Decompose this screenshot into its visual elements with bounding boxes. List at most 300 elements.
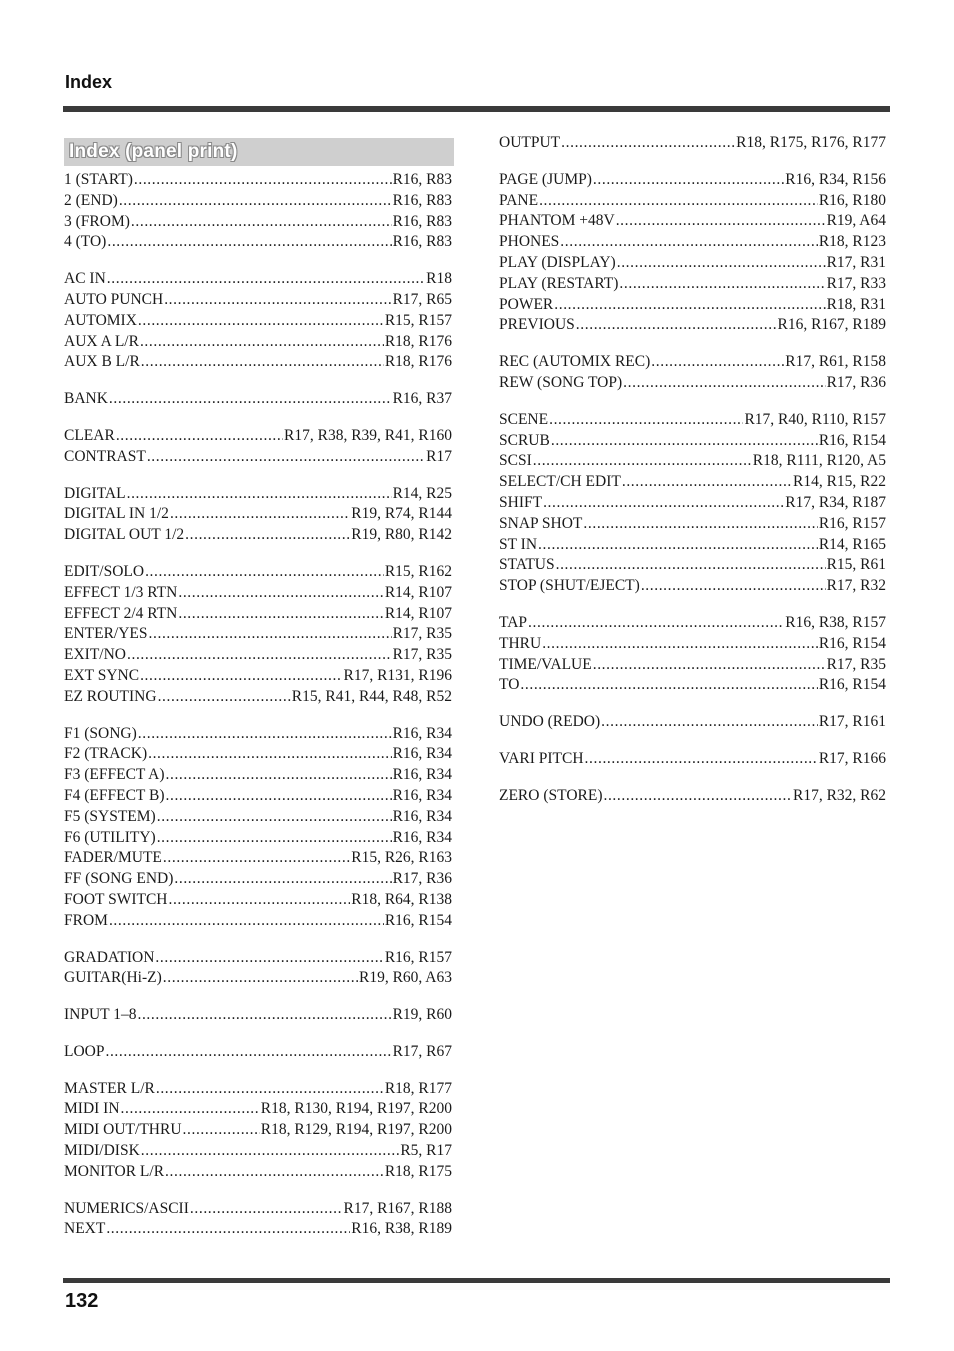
index-group	[64, 562, 452, 708]
index-term: REW (SONG TOP)	[499, 373, 623, 391]
index-page-refs: R17, R35	[392, 625, 452, 643]
index-page-refs: R16, R34	[392, 807, 452, 825]
index-term: AUX B L/R	[64, 353, 140, 371]
index-group	[64, 484, 452, 546]
dot-leader	[576, 315, 777, 336]
dot-leader	[543, 493, 784, 514]
index-page-refs: R17, R161	[818, 713, 886, 731]
index-group	[64, 1199, 452, 1241]
index-page-refs: R14, R25	[392, 484, 452, 502]
index-entry	[64, 1141, 452, 1162]
dot-leader	[603, 786, 792, 807]
index-page-refs: R17, R38, R39, R41, R160	[284, 426, 452, 444]
index-term: TO	[499, 676, 520, 694]
index-page-refs: R16, R154	[818, 676, 886, 694]
index-entry	[499, 634, 886, 655]
index-page-refs: R18, R176	[384, 332, 452, 350]
index-entry	[64, 1079, 452, 1100]
dot-leader	[593, 170, 784, 191]
dot-leader	[141, 352, 384, 373]
index-term: MONITOR L/R	[64, 1162, 165, 1180]
index-term: SCSI	[499, 452, 532, 470]
index-page-refs: R17, R131, R196	[343, 666, 452, 684]
index-term: 1 (START)	[64, 171, 133, 188]
index-entry	[499, 451, 886, 472]
index-term: PANE	[499, 191, 539, 209]
index-column-right	[499, 133, 886, 823]
index-term: FF (SONG END)	[64, 870, 174, 888]
dot-leader	[116, 426, 283, 447]
index-term: UNDO (REDO)	[499, 713, 601, 731]
index-term: AC IN	[64, 270, 106, 288]
index-term: LOOP	[64, 1042, 105, 1060]
dot-leader	[140, 332, 384, 353]
index-group	[499, 133, 886, 154]
index-page-refs: R19, A64	[826, 212, 886, 230]
index-entry	[64, 504, 452, 525]
index-entry	[64, 447, 452, 468]
index-entry	[499, 352, 886, 373]
index-entry	[64, 484, 452, 505]
index-entry	[499, 410, 886, 431]
section-banner	[64, 138, 454, 166]
index-term: 4 (TO)	[64, 233, 107, 251]
index-page-refs: R16, R154	[384, 911, 452, 929]
index-page-refs: R17, R67	[392, 1042, 452, 1060]
index-group	[499, 786, 886, 807]
index-group	[64, 1005, 452, 1026]
index-term: PLAY (DISPLAY)	[499, 253, 616, 271]
index-term: NUMERICS/ASCII	[64, 1199, 189, 1217]
index-entry	[499, 232, 886, 253]
index-term: PLAY (RESTART)	[499, 274, 619, 292]
index-page-refs: R16, R34, R156	[785, 170, 886, 188]
index-term: GRADATION	[64, 948, 155, 966]
dot-leader	[145, 562, 384, 583]
index-page-refs: R16, R34	[392, 745, 452, 763]
index-term: SCENE	[499, 410, 549, 428]
index-term: INPUT 1–8	[64, 1006, 137, 1024]
index-entry	[64, 687, 452, 708]
index-page-refs: R18, R177	[384, 1079, 452, 1097]
index-page-refs: R16, R83	[392, 233, 452, 251]
index-entry	[64, 1162, 452, 1183]
index-group	[64, 1042, 452, 1063]
index-term: FROM	[64, 911, 108, 929]
footer-rule	[63, 1278, 890, 1283]
index-page-refs: R19, R60, A63	[358, 969, 452, 987]
dot-leader	[538, 535, 818, 556]
dot-leader	[616, 211, 826, 232]
index-entry	[64, 212, 452, 233]
index-entry	[64, 269, 452, 290]
index-term: ENTER/YES	[64, 625, 148, 643]
index-term: ZERO (STORE)	[499, 786, 603, 804]
index-page-refs: R16, R34	[392, 828, 452, 846]
page-number: 132	[65, 1290, 99, 1312]
index-term: EDIT/SOLO	[64, 562, 145, 580]
index-entry	[64, 1005, 452, 1026]
dot-leader	[585, 749, 818, 770]
index-term: FADER/MUTE	[64, 849, 162, 867]
index-term: PHANTOM +48V	[499, 212, 615, 230]
index-entry	[64, 765, 452, 786]
dot-leader	[601, 712, 818, 733]
index-page-refs: R18, R175, R176, R177	[736, 134, 886, 151]
header-rule	[63, 106, 890, 112]
index-page-refs: R18, R31	[826, 295, 886, 313]
index-page-refs: R18	[426, 270, 452, 288]
index-page-refs: R19, R80, R142	[351, 526, 452, 544]
dot-leader	[551, 431, 818, 452]
dot-leader	[109, 911, 384, 932]
index-page-refs: R17, R61, R158	[785, 353, 886, 371]
dot-leader	[542, 634, 818, 655]
index-term: SNAP SHOT	[499, 514, 583, 532]
dot-leader	[137, 1005, 391, 1026]
dot-leader	[107, 232, 391, 253]
index-page-refs: R17, R35	[826, 655, 886, 673]
index-page-refs: R18, R130, R194, R197, R200	[260, 1100, 452, 1118]
index-page-refs: R16, R83	[392, 191, 452, 209]
index-term: 3 (FROM)	[64, 212, 130, 230]
dot-leader	[105, 1042, 391, 1063]
index-entry	[64, 1219, 452, 1240]
index-page-refs: R16, R180	[818, 191, 886, 209]
index-page-refs: R16, R83	[392, 212, 452, 230]
index-page-refs: R15, R157	[384, 311, 452, 329]
index-term: MASTER L/R	[64, 1079, 155, 1097]
index-entry	[64, 666, 452, 687]
dot-leader	[127, 484, 392, 505]
dot-leader	[106, 1219, 350, 1240]
index-entry	[499, 514, 886, 535]
dot-leader	[556, 555, 826, 576]
index-term: PHONES	[499, 233, 560, 251]
index-term: EXT SYNC	[64, 666, 140, 684]
index-term: SELECT/CH EDIT	[499, 473, 621, 491]
dot-leader	[168, 890, 350, 911]
dot-leader	[163, 848, 350, 869]
dot-leader	[533, 451, 752, 472]
index-page-refs: R15, R61	[826, 556, 886, 574]
index-page-refs: R19, R60	[392, 1006, 452, 1024]
section-title: Index (panel print)	[69, 141, 238, 162]
dot-leader	[528, 613, 784, 634]
index-page-refs: R17, R40, R110, R157	[744, 410, 886, 428]
index-term: MIDI OUT/THRU	[64, 1121, 182, 1139]
index-term: ST IN	[499, 535, 538, 553]
index-entry	[64, 170, 452, 191]
index-page-refs: R15, R41, R44, R48, R52	[291, 687, 452, 705]
index-entry	[499, 211, 886, 232]
index-term: STOP (SHUT/EJECT)	[499, 577, 640, 595]
index-page-refs: R14, R15, R22	[792, 473, 886, 491]
index-group	[499, 170, 886, 336]
index-entry	[499, 133, 886, 154]
index-term: EZ ROUTING	[64, 687, 157, 705]
index-entry	[64, 1099, 452, 1120]
index-page-refs: R16, R38, R189	[351, 1220, 452, 1238]
index-entry	[499, 373, 886, 394]
index-page-refs: R17	[426, 447, 452, 465]
index-entry	[64, 724, 452, 745]
index-entry	[499, 749, 886, 770]
index-page-refs: R16, R167, R189	[777, 316, 886, 334]
dot-leader	[157, 807, 392, 828]
index-term: CONTRAST	[64, 447, 146, 465]
index-entry	[64, 426, 452, 447]
dot-leader	[622, 472, 792, 493]
index-entry	[499, 675, 886, 696]
index-entry	[64, 604, 452, 625]
index-term: MIDI IN	[64, 1100, 120, 1118]
dot-leader	[560, 232, 818, 253]
index-entry	[64, 869, 452, 890]
index-page-refs: R18, R64, R138	[351, 890, 452, 908]
dot-leader	[166, 765, 392, 786]
index-page-refs: R14, R107	[384, 604, 452, 622]
index-page-refs: R16, R34	[392, 724, 452, 742]
index-page-refs: R5, R17	[400, 1142, 452, 1160]
dot-leader	[165, 1162, 384, 1183]
index-page-refs: R18, R111, R120, A5	[752, 452, 886, 470]
index-term: NEXT	[64, 1220, 106, 1238]
dot-leader	[623, 373, 825, 394]
dot-leader	[107, 269, 425, 290]
index-group	[64, 1079, 452, 1183]
index-page-refs: R16, R38, R157	[785, 613, 886, 631]
index-term: SCRUB	[499, 431, 550, 449]
index-entry	[64, 744, 452, 765]
dot-leader	[554, 295, 825, 316]
index-group	[64, 269, 452, 373]
index-entry	[64, 352, 452, 373]
index-page-refs: R16, R34	[392, 766, 452, 784]
index-entry	[64, 828, 452, 849]
index-term: PAGE (JUMP)	[499, 170, 592, 188]
dot-leader	[147, 447, 425, 468]
index-entry	[499, 712, 886, 733]
index-entry	[64, 311, 452, 332]
index-term: CLEAR	[64, 426, 115, 444]
index-entry	[499, 170, 886, 191]
index-page-refs: R14, R165	[818, 535, 886, 553]
dot-leader	[148, 744, 391, 765]
index-entry	[64, 848, 452, 869]
dot-leader	[549, 410, 743, 431]
index-group	[499, 410, 886, 597]
dot-leader	[166, 786, 392, 807]
index-term: PREVIOUS	[499, 316, 575, 334]
index-entry	[499, 555, 886, 576]
index-page-refs: R16, R154	[818, 634, 886, 652]
index-group	[64, 426, 452, 468]
index-term: EFFECT 1/3 RTN	[64, 583, 178, 601]
index-term: 2 (END)	[64, 191, 118, 209]
index-page-refs: R17, R35	[392, 646, 452, 664]
index-term: DIGITAL	[64, 484, 126, 502]
dot-leader	[593, 655, 826, 676]
index-term: EFFECT 2/4 RTN	[64, 604, 178, 622]
index-term: F5 (SYSTEM)	[64, 807, 156, 825]
index-term: BANK	[64, 390, 108, 408]
dot-leader	[183, 1120, 260, 1141]
index-entry	[64, 948, 452, 969]
index-page-refs: R17, R166	[818, 749, 886, 767]
index-entry	[64, 1199, 452, 1220]
dot-leader	[141, 1141, 400, 1162]
index-page-refs: R17, R36	[392, 870, 452, 888]
index-term: DIGITAL IN 1/2	[64, 505, 169, 523]
index-page-refs: R16, R157	[818, 514, 886, 532]
dot-leader	[158, 687, 291, 708]
index-group	[499, 352, 886, 394]
index-page-refs: R17, R65	[392, 290, 452, 308]
dot-leader	[651, 352, 784, 373]
dot-leader	[190, 1199, 343, 1220]
index-entry	[64, 911, 452, 932]
index-entry	[64, 807, 452, 828]
index-entry	[64, 290, 452, 311]
index-entry	[499, 274, 886, 295]
index-page-refs: R16, R37	[392, 390, 452, 408]
index-term: OUTPUT	[499, 134, 561, 151]
index-term: AUTO PUNCH	[64, 290, 164, 308]
index-column-left	[64, 170, 452, 1256]
index-entry	[499, 655, 886, 676]
index-term: THRU	[499, 634, 542, 652]
index-page-refs: R14, R107	[384, 583, 452, 601]
index-entry	[499, 253, 886, 274]
index-term: MIDI/DISK	[64, 1142, 140, 1160]
dot-leader	[561, 133, 735, 154]
index-entry	[499, 191, 886, 212]
dot-leader	[617, 253, 826, 274]
dot-leader	[131, 212, 392, 233]
index-entry	[499, 576, 886, 597]
dot-leader	[174, 869, 391, 890]
index-entry	[64, 624, 452, 645]
index-page-refs: R17, R32, R62	[792, 786, 886, 804]
index-entry	[499, 535, 886, 556]
index-entry	[64, 583, 452, 604]
dot-leader	[155, 948, 383, 969]
dot-leader	[185, 525, 350, 546]
index-group	[499, 712, 886, 733]
index-term: STATUS	[499, 556, 555, 574]
index-entry	[499, 613, 886, 634]
dot-leader	[520, 675, 817, 696]
index-page-refs: R18, R176	[384, 353, 452, 371]
dot-leader	[156, 1079, 384, 1100]
dot-leader	[619, 274, 825, 295]
index-group	[64, 389, 452, 410]
index-page-refs: R17, R32	[826, 577, 886, 595]
dot-leader	[138, 724, 392, 745]
index-entry	[64, 389, 452, 410]
index-term: AUTOMIX	[64, 311, 137, 329]
index-group	[64, 724, 452, 932]
dot-leader	[140, 666, 342, 687]
dot-leader	[157, 828, 392, 849]
index-page-refs: R17, R34, R187	[785, 493, 886, 511]
index-page-refs: R17, R31	[826, 253, 886, 271]
dot-leader	[134, 170, 392, 191]
index-page-refs: R15, R162	[384, 562, 452, 580]
index-term: EXIT/NO	[64, 646, 126, 664]
index-page-refs: R18, R123	[818, 233, 886, 251]
dot-leader	[149, 624, 392, 645]
dot-leader	[539, 191, 818, 212]
index-page-refs: R18, R129, R194, R197, R200	[260, 1121, 452, 1139]
index-term: DIGITAL OUT 1/2	[64, 526, 185, 544]
index-entry	[64, 786, 452, 807]
index-term: FOOT SWITCH	[64, 890, 168, 908]
index-group	[499, 749, 886, 770]
index-term: F4 (EFFECT B)	[64, 786, 165, 804]
index-page-refs: R19, R74, R144	[351, 505, 452, 523]
index-page-refs: R16, R154	[818, 431, 886, 449]
page-header: Index	[65, 72, 113, 92]
dot-leader	[178, 604, 383, 625]
dot-leader	[127, 645, 392, 666]
index-page-refs: R16, R34	[392, 786, 452, 804]
index-entry	[499, 786, 886, 807]
index-group	[64, 170, 452, 253]
index-term: POWER	[499, 295, 554, 313]
index-group	[64, 948, 452, 990]
index-group	[499, 613, 886, 696]
index-term: F1 (SONG)	[64, 724, 137, 742]
index-page-refs: R15, R26, R163	[351, 849, 452, 867]
index-entry	[64, 562, 452, 583]
index-entry	[64, 332, 452, 353]
dot-leader	[138, 311, 384, 332]
index-entry	[64, 232, 452, 253]
index-page-refs: R18, R175	[384, 1162, 452, 1180]
dot-leader	[121, 1099, 260, 1120]
index-entry	[64, 1120, 452, 1141]
index-page-refs: R16, R157	[384, 948, 452, 966]
index-term: VARI PITCH	[499, 749, 584, 767]
index-entry	[499, 295, 886, 316]
index-entry	[499, 472, 886, 493]
index-page-refs: R17, R33	[826, 274, 886, 292]
dot-leader	[641, 576, 826, 597]
index-entry	[64, 968, 452, 989]
dot-leader	[109, 389, 392, 410]
index-entry	[64, 525, 452, 546]
index-term: F6 (UTILITY)	[64, 828, 156, 846]
dot-leader	[583, 514, 817, 535]
index-entry	[64, 1042, 452, 1063]
index-page-refs: R17, R167, R188	[343, 1199, 452, 1217]
index-term: TAP	[499, 613, 528, 631]
index-term: F2 (TRACK)	[64, 745, 148, 763]
index-entry	[499, 493, 886, 514]
dot-leader	[164, 290, 391, 311]
index-term: AUX A L/R	[64, 332, 139, 350]
dot-leader	[119, 191, 392, 212]
index-entry	[499, 315, 886, 336]
index-page-refs: R16, R83	[392, 171, 452, 188]
index-term: SHIFT	[499, 493, 543, 511]
index-entry	[64, 645, 452, 666]
dot-leader	[163, 968, 358, 989]
dot-leader	[170, 504, 350, 525]
dot-leader	[178, 583, 383, 604]
